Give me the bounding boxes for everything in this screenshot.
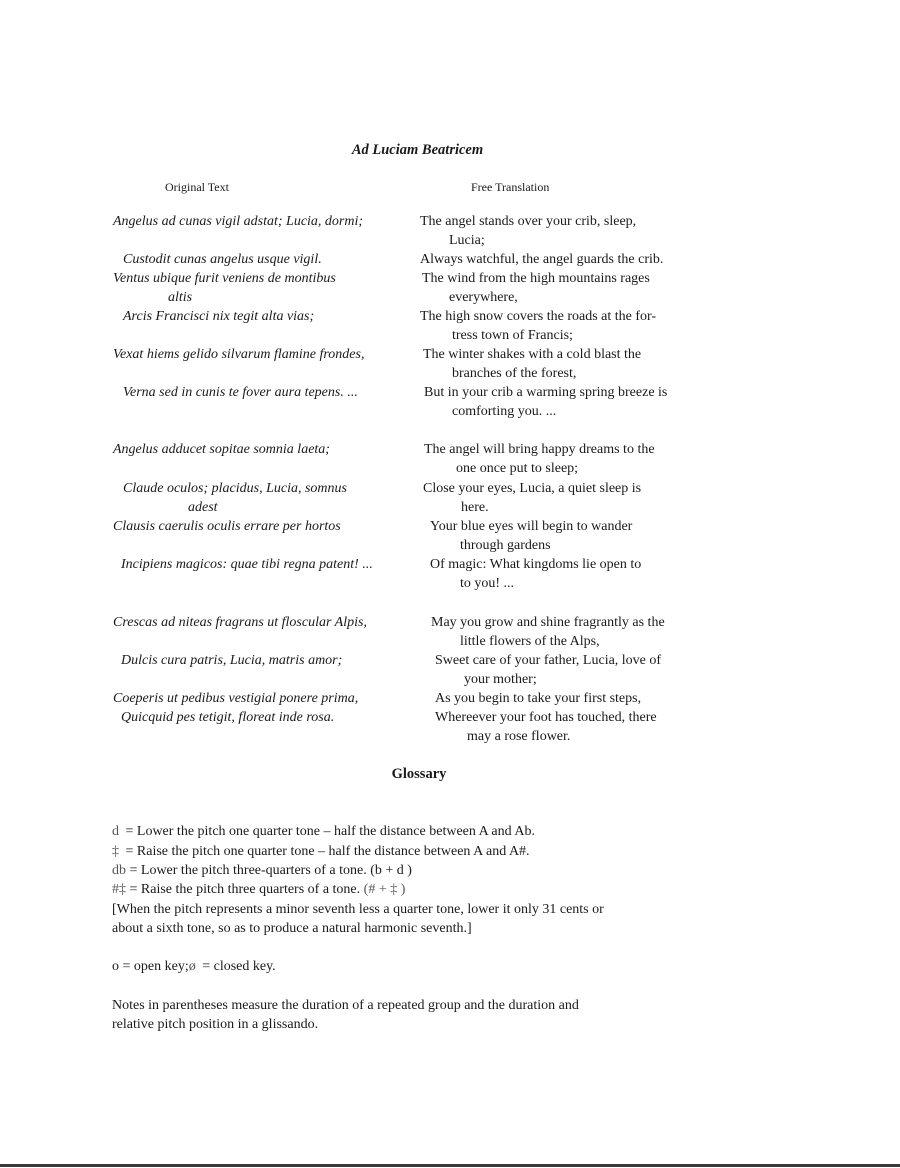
three-quarter-sharp-formula: (# + ‡ ) <box>363 882 406 897</box>
latin-line: Angelus adducet sopitae somnia laeta; <box>113 442 330 457</box>
glossary-keys <box>112 957 276 977</box>
latin-line: adest <box>188 500 218 515</box>
notes-line: relative pitch position in a glissando. <box>112 1017 319 1032</box>
translation-line: Of magic: What kingdoms lie open to <box>430 557 642 572</box>
latin-line: Quicquid pes tetigit, floreat inde rosa. <box>121 710 335 725</box>
quarter-flat-icon: d <box>112 824 119 839</box>
translation-line: branches of the forest, <box>452 366 577 381</box>
translation-line: Whereever your foot has touched, there <box>435 710 657 725</box>
translation-line: Sweet care of your father, Lucia, love of <box>435 653 662 668</box>
latin-line: Coeperis ut pedibus vestigial ponere prima, <box>113 691 359 706</box>
translation-line: to you! ... <box>460 576 515 591</box>
translation-line: your mother; <box>464 672 537 687</box>
latin-line: Angelus ad cunas vigil adstat; Lucia, dormi; <box>113 214 364 229</box>
latin-line: altis <box>168 290 193 305</box>
translation-line: The wind from the high mountains rages <box>422 271 650 286</box>
translation-line: The winter shakes with a cold blast the <box>423 347 642 362</box>
translation-line: one once put to sleep; <box>456 461 579 476</box>
latin-line: Arcis Francisci nix tegit alta vias; <box>123 309 315 324</box>
original-text-header: Original Text <box>165 180 229 194</box>
translation-line: May you grow and shine fragrantly as the <box>431 615 665 630</box>
latin-line: Clausis caerulis oculis errare per hortos <box>113 519 341 534</box>
latin-line: Vexat hiems gelido silvarum flamine frondes, <box>113 347 365 362</box>
translation-line: The high snow covers the roads at the for- <box>420 309 657 324</box>
free-translation-header: Free Translation <box>471 180 550 194</box>
glossary-quarter-sharp-text: = Raise the pitch one quarter tone – half the distance between A and A#. <box>125 844 530 859</box>
translation-line: tress town of Francis; <box>452 328 573 343</box>
glossary-quarter-sharp <box>112 842 530 862</box>
seventh-note-line: about a sixth tone, so as to produce a natural harmonic seventh.] <box>112 921 472 936</box>
translation-line: The angel stands over your crib, sleep, <box>420 214 637 229</box>
glossary-three-quarter-sharp <box>112 880 405 900</box>
latin-line: Crescas ad niteas fragrans ut floscular Alpis, <box>113 615 367 630</box>
quarter-sharp-icon: ‡ <box>112 844 119 859</box>
glossary-quarter-flat-text: = Lower the pitch one quarter tone – half the distance between A and Ab. <box>125 824 535 839</box>
translation-line: may a rose flower. <box>467 729 571 744</box>
translation-line: Your blue eyes will begin to wander <box>430 519 633 534</box>
translation-line: Always watchful, the angel guards the crib. <box>420 252 664 267</box>
closed-key-icon: ø <box>188 959 196 974</box>
three-quarter-sharp-icon: #‡ <box>112 882 126 897</box>
page-bottom-border <box>0 1164 900 1167</box>
three-quarter-flat-icon: db <box>112 863 126 878</box>
glossary-quarter-flat <box>112 822 535 842</box>
translation-line: But in your crib a warming spring breeze is <box>424 385 668 400</box>
latin-line: Verna sed in cunis te fover aura tepens. ... <box>123 385 358 400</box>
latin-line: Claude oculos; placidus, Lucia, somnus <box>123 481 347 496</box>
latin-line: Custodit cunas angelus usque vigil. <box>123 252 322 267</box>
translation-line: through gardens <box>460 538 551 553</box>
translation-line: Close your eyes, Lucia, a quiet sleep is <box>423 481 642 496</box>
closed-key-text: = closed key. <box>202 959 276 974</box>
latin-line: Incipiens magicos: quae tibi regna patent! ... <box>121 557 373 572</box>
latin-line: Ventus ubique furit veniens de montibus <box>113 271 336 286</box>
translation-line: everywhere, <box>449 290 518 305</box>
open-key-text: o = open key; <box>112 959 189 974</box>
translation-line: Lucia; <box>449 233 485 248</box>
latin-line: Dulcis cura patris, Lucia, matris amor; <box>121 653 343 668</box>
glossary-three-quarter-sharp-text: = Raise the pitch three quarters of a tone. <box>129 882 361 897</box>
poem-title: Ad Luciam Beatricem <box>351 142 484 158</box>
translation-line: little flowers of the Alps, <box>460 634 600 649</box>
glossary-three-quarter-flat-text: = Lower the pitch three-quarters of a tone. (b + d ) <box>129 863 412 878</box>
notes-line: Notes in parentheses measure the duration of a repeated group and the duration and <box>112 998 579 1013</box>
translation-line: here. <box>461 500 489 515</box>
glossary-title: Glossary <box>391 766 447 782</box>
translation-line: comforting you. ... <box>452 404 557 419</box>
translation-line: As you begin to take your first steps, <box>435 691 642 706</box>
translation-line: The angel will bring happy dreams to the <box>424 442 655 457</box>
glossary-three-quarter-flat <box>112 861 412 881</box>
seventh-note-line: [When the pitch represents a minor seventh less a quarter tone, lower it only 31 cents or <box>112 902 604 917</box>
